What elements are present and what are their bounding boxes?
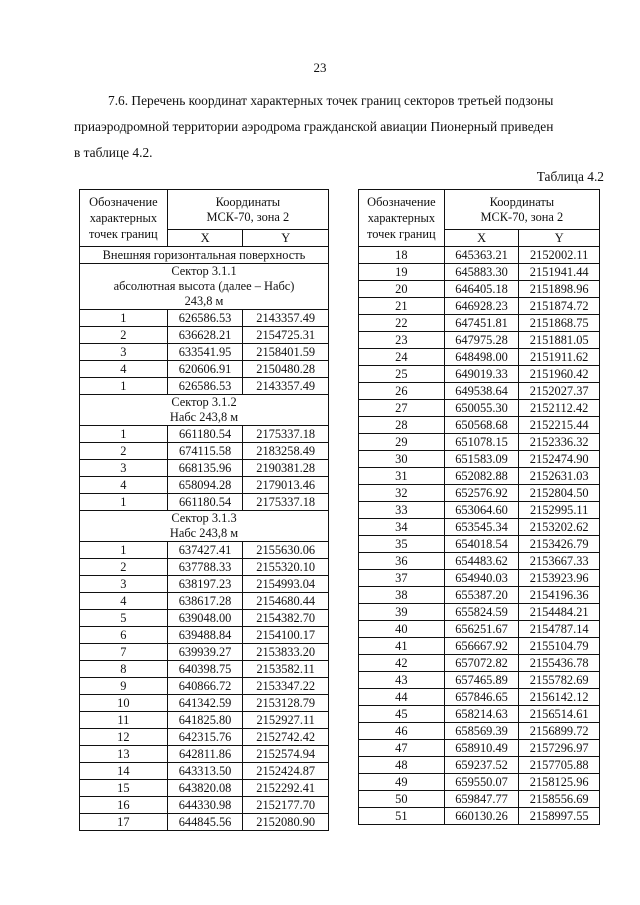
coord-y: 2175337.18 [243,426,329,443]
point-number: 12 [80,729,168,746]
table-row [80,576,329,593]
coord-x: 626586.53 [167,378,243,395]
point-number: 25 [359,366,445,383]
coord-x: 654940.03 [444,570,519,587]
coord-y: 2153582.11 [243,661,329,678]
point-number: 19 [359,264,445,281]
coord-y: 2152995.11 [519,502,600,519]
table-row [359,536,600,553]
point-number: 33 [359,502,445,519]
point-number: 5 [80,610,168,627]
coord-y: 2155104.79 [519,638,600,655]
coord-x: 642811.86 [167,746,243,763]
table-row [80,814,329,831]
point-number: 42 [359,655,445,672]
point-number: 9 [80,678,168,695]
table-row [359,383,600,400]
point-number: 4 [80,593,168,610]
point-number: 20 [359,281,445,298]
coord-y: 2158125.96 [519,774,600,791]
coord-x: 656667.92 [444,638,519,655]
table-row [80,644,329,661]
point-number: 1 [80,378,168,395]
table-row [80,729,329,746]
coord-y: 2175337.18 [243,494,329,511]
table-row [80,559,329,576]
point-number: 1 [80,542,168,559]
sector-heading [80,395,329,426]
point-number: 48 [359,757,445,774]
coord-x: 659550.07 [444,774,519,791]
coord-y: 2153347.22 [243,678,329,695]
coord-y: 2151911.62 [519,349,600,366]
coord-x: 640398.75 [167,661,243,678]
header-point-line-2: характерных [367,211,436,225]
coord-x: 647975.28 [444,332,519,349]
table-row [80,797,329,814]
coord-x: 636628.21 [167,327,243,344]
table-row [359,757,600,774]
table-row [359,281,600,298]
point-number: 31 [359,468,445,485]
sector-height: Набс 243,8 м [169,526,239,540]
point-number: 34 [359,519,445,536]
coord-x: 653064.60 [444,502,519,519]
coord-y: 2154484.21 [519,604,600,621]
table-row [80,780,329,797]
coord-y: 2152474.90 [519,451,600,468]
table-row [359,672,600,689]
point-number: 3 [80,576,168,593]
table-row [80,310,329,327]
coord-x: 650055.30 [444,400,519,417]
coord-y: 2157705.88 [519,757,600,774]
header-point-designation [359,190,445,247]
coord-x: 639048.00 [167,610,243,627]
coord-x: 640866.72 [167,678,243,695]
coord-y: 2154382.70 [243,610,329,627]
table-row [359,706,600,723]
table-row [359,400,600,417]
table-row [80,627,329,644]
coord-x: 658569.39 [444,723,519,740]
coord-x: 652082.88 [444,468,519,485]
coord-y: 2154100.17 [243,627,329,644]
header-point-line-3: точек границ [367,227,436,241]
coord-y: 2152927.11 [243,712,329,729]
coord-x: 645363.21 [444,247,519,264]
table-row [359,689,600,706]
table-row [359,791,600,808]
point-number: 47 [359,740,445,757]
table-row [80,327,329,344]
coord-y: 2150480.28 [243,361,329,378]
header-point-line-1: Обозначение [367,195,436,209]
header-x: X [444,230,519,247]
coord-y: 2152292.41 [243,780,329,797]
table-row [80,610,329,627]
coord-x: 639488.84 [167,627,243,644]
coord-x: 660130.26 [444,808,519,825]
table-row [359,366,600,383]
table-row [80,443,329,460]
table-row [359,349,600,366]
table-row [80,678,329,695]
coord-x: 646405.18 [444,281,519,298]
coord-x: 659847.77 [444,791,519,808]
point-number: 26 [359,383,445,400]
coord-y: 2152027.37 [519,383,600,400]
coord-y: 2152424.87 [243,763,329,780]
coord-x: 658094.28 [167,477,243,494]
coordinates-table-right [358,189,600,825]
coord-x: 652576.92 [444,485,519,502]
header-coordinates-line-1: Координаты [215,194,281,209]
coord-y: 2179013.46 [243,477,329,494]
point-number: 1 [80,494,168,511]
coord-x: 644845.56 [167,814,243,831]
coord-y: 2153833.20 [243,644,329,661]
coord-y: 2152742.42 [243,729,329,746]
point-number: 49 [359,774,445,791]
point-number: 2 [80,443,168,460]
coord-y: 2154993.04 [243,576,329,593]
point-number: 10 [80,695,168,712]
coord-y: 2151868.75 [519,315,600,332]
coord-y: 2155320.10 [243,559,329,576]
sector-heading [80,511,329,542]
table-row [359,723,600,740]
table-row [359,451,600,468]
coord-y: 2151960.42 [519,366,600,383]
coord-x: 642315.76 [167,729,243,746]
coord-x: 620606.91 [167,361,243,378]
point-number: 41 [359,638,445,655]
coord-y: 2153426.79 [519,536,600,553]
point-number: 8 [80,661,168,678]
point-number: 44 [359,689,445,706]
table-row [80,712,329,729]
header-point-line-3: точек границ [89,227,158,241]
sector-title: Сектор 3.1.2 [171,395,237,409]
coord-y: 2152080.90 [243,814,329,831]
point-number: 1 [80,426,168,443]
point-number: 21 [359,298,445,315]
coord-y: 2143357.49 [243,310,329,327]
point-number: 39 [359,604,445,621]
sector-subtitle: абсолютная высота (далее – Набс) [113,279,295,293]
table-row [359,638,600,655]
sector-heading [80,264,329,310]
table-row [359,247,600,264]
point-number: 2 [80,327,168,344]
coord-y: 2152215.44 [519,417,600,434]
table-row [80,661,329,678]
sector-title: Сектор 3.1.1 [171,264,237,278]
coord-y: 2158556.69 [519,791,600,808]
table-row [359,468,600,485]
coord-x: 656251.67 [444,621,519,638]
point-number: 3 [80,460,168,477]
point-number: 43 [359,672,445,689]
point-number: 14 [80,763,168,780]
table-row [359,655,600,672]
sector-height: 243,8 м [184,294,224,308]
coord-y: 2153667.33 [519,553,600,570]
table-row [359,315,600,332]
table-row [80,593,329,610]
right-table-body [359,247,600,825]
coord-x: 651583.09 [444,451,519,468]
point-number: 50 [359,791,445,808]
coord-y: 2157296.97 [519,740,600,757]
coord-x: 637788.33 [167,559,243,576]
coord-x: 657846.65 [444,689,519,706]
table-row [80,477,329,494]
coord-x: 649538.64 [444,383,519,400]
coord-y: 2156514.61 [519,706,600,723]
table-row [359,570,600,587]
table-row [359,587,600,604]
coord-x: 661180.54 [167,426,243,443]
point-number: 37 [359,570,445,587]
coord-y: 2156142.12 [519,689,600,706]
table-row [80,746,329,763]
intro-line-1: 7.6. Перечень координат характерных точек границ секторов третьей подзоны [108,93,554,108]
coord-x: 650568.68 [444,417,519,434]
table-row [359,519,600,536]
coord-y: 2143357.49 [243,378,329,395]
coord-y: 2153128.79 [243,695,329,712]
coord-x: 654483.62 [444,553,519,570]
header-point-line-2: характерных [89,211,158,225]
point-number: 22 [359,315,445,332]
coord-x: 651078.15 [444,434,519,451]
table-row [80,460,329,477]
coord-x: 661180.54 [167,494,243,511]
table-row [359,808,600,825]
intro-line-2: приаэродромной территории аэродрома гражданской авиации Пионерный приведен [74,119,554,134]
table-row [359,621,600,638]
table-row [359,553,600,570]
coord-y: 2158401.59 [243,344,329,361]
point-number: 4 [80,361,168,378]
coord-y: 2152631.03 [519,468,600,485]
table-row [359,434,600,451]
coord-x: 638197.23 [167,576,243,593]
coord-y: 2151941.44 [519,264,600,281]
coord-y: 2158997.55 [519,808,600,825]
coord-y: 2152177.70 [243,797,329,814]
sector-title: Сектор 3.1.3 [171,511,237,525]
point-number: 6 [80,627,168,644]
point-number: 36 [359,553,445,570]
point-number: 7 [80,644,168,661]
point-number: 40 [359,621,445,638]
table-row [359,502,600,519]
point-number: 46 [359,723,445,740]
table-row [359,332,600,349]
header-coordinates-line-2: МСК-70, зона 2 [480,209,564,224]
coord-x: 643820.08 [167,780,243,797]
coord-x: 645883.30 [444,264,519,281]
header-coordinates-line-1: Координаты [489,194,555,209]
coord-x: 654018.54 [444,536,519,553]
coord-x: 658214.63 [444,706,519,723]
surface-title: Внешняя горизонтальная поверхность [80,247,329,264]
intro-line-3: в таблице 4.2. [74,145,153,160]
point-number: 18 [359,247,445,264]
point-number: 11 [80,712,168,729]
table-row [80,378,329,395]
coord-y: 2152002.11 [519,247,600,264]
coord-y: 2155436.78 [519,655,600,672]
coord-x: 641342.59 [167,695,243,712]
header-y: Y [243,230,329,247]
coord-x: 644330.98 [167,797,243,814]
table-row [80,763,329,780]
header-x: X [167,230,243,247]
coord-y: 2151874.72 [519,298,600,315]
coord-x: 647451.81 [444,315,519,332]
coord-x: 668135.96 [167,460,243,477]
coord-x: 674115.58 [167,443,243,460]
table-row [80,344,329,361]
table-row [80,695,329,712]
coord-x: 637427.41 [167,542,243,559]
coord-x: 658910.49 [444,740,519,757]
point-number: 24 [359,349,445,366]
coord-x: 641825.80 [167,712,243,729]
coord-y: 2155630.06 [243,542,329,559]
point-number: 2 [80,559,168,576]
coord-y: 2152574.94 [243,746,329,763]
table-row [359,604,600,621]
table-row [80,361,329,378]
point-number: 32 [359,485,445,502]
coord-y: 2190381.28 [243,460,329,477]
point-number: 13 [80,746,168,763]
coordinates-table-left [79,189,329,831]
point-number: 30 [359,451,445,468]
left-table-body [80,247,329,831]
coord-y: 2155782.69 [519,672,600,689]
table-row [80,494,329,511]
table-row [359,740,600,757]
coord-x: 633541.95 [167,344,243,361]
coord-x: 649019.33 [444,366,519,383]
coord-y: 2151881.05 [519,332,600,349]
coord-x: 626586.53 [167,310,243,327]
point-number: 45 [359,706,445,723]
point-number: 23 [359,332,445,349]
point-number: 1 [80,310,168,327]
coord-y: 2154725.31 [243,327,329,344]
header-coordinates [444,190,599,230]
table-row [359,485,600,502]
point-number: 3 [80,344,168,361]
coord-y: 2154680.44 [243,593,329,610]
table-row [359,774,600,791]
coord-x: 646928.23 [444,298,519,315]
coord-x: 659237.52 [444,757,519,774]
table-row [359,264,600,281]
coord-y: 2156899.72 [519,723,600,740]
table-row [359,298,600,315]
coord-x: 657465.89 [444,672,519,689]
point-number: 4 [80,477,168,494]
point-number: 38 [359,587,445,604]
table-row [80,542,329,559]
coord-x: 643313.50 [167,763,243,780]
point-number: 35 [359,536,445,553]
table-row [359,417,600,434]
page-number: 23 [313,60,327,75]
intro-paragraph [74,88,604,166]
coord-x: 648498.00 [444,349,519,366]
header-coordinates [167,190,328,230]
point-number: 51 [359,808,445,825]
coord-x: 655387.20 [444,587,519,604]
coord-x: 638617.28 [167,593,243,610]
coord-y: 2153202.62 [519,519,600,536]
coord-y: 2152112.42 [519,400,600,417]
coord-y: 2151898.96 [519,281,600,298]
coord-y: 2152336.32 [519,434,600,451]
coord-y: 2183258.49 [243,443,329,460]
point-number: 28 [359,417,445,434]
coord-y: 2154196.36 [519,587,600,604]
point-number: 29 [359,434,445,451]
coord-x: 639939.27 [167,644,243,661]
point-number: 17 [80,814,168,831]
coord-y: 2153923.96 [519,570,600,587]
table-row [80,426,329,443]
coord-y: 2154787.14 [519,621,600,638]
header-point-line-1: Обозначение [89,195,158,209]
coord-x: 655824.59 [444,604,519,621]
table-caption: Таблица 4.2 [536,169,604,184]
coord-y: 2152804.50 [519,485,600,502]
header-point-designation [80,190,168,247]
header-y: Y [519,230,600,247]
point-number: 15 [80,780,168,797]
header-coordinates-line-2: МСК-70, зона 2 [206,209,290,224]
coord-x: 657072.82 [444,655,519,672]
sector-height: Набс 243,8 м [169,410,239,424]
coord-x: 653545.34 [444,519,519,536]
point-number: 16 [80,797,168,814]
point-number: 27 [359,400,445,417]
